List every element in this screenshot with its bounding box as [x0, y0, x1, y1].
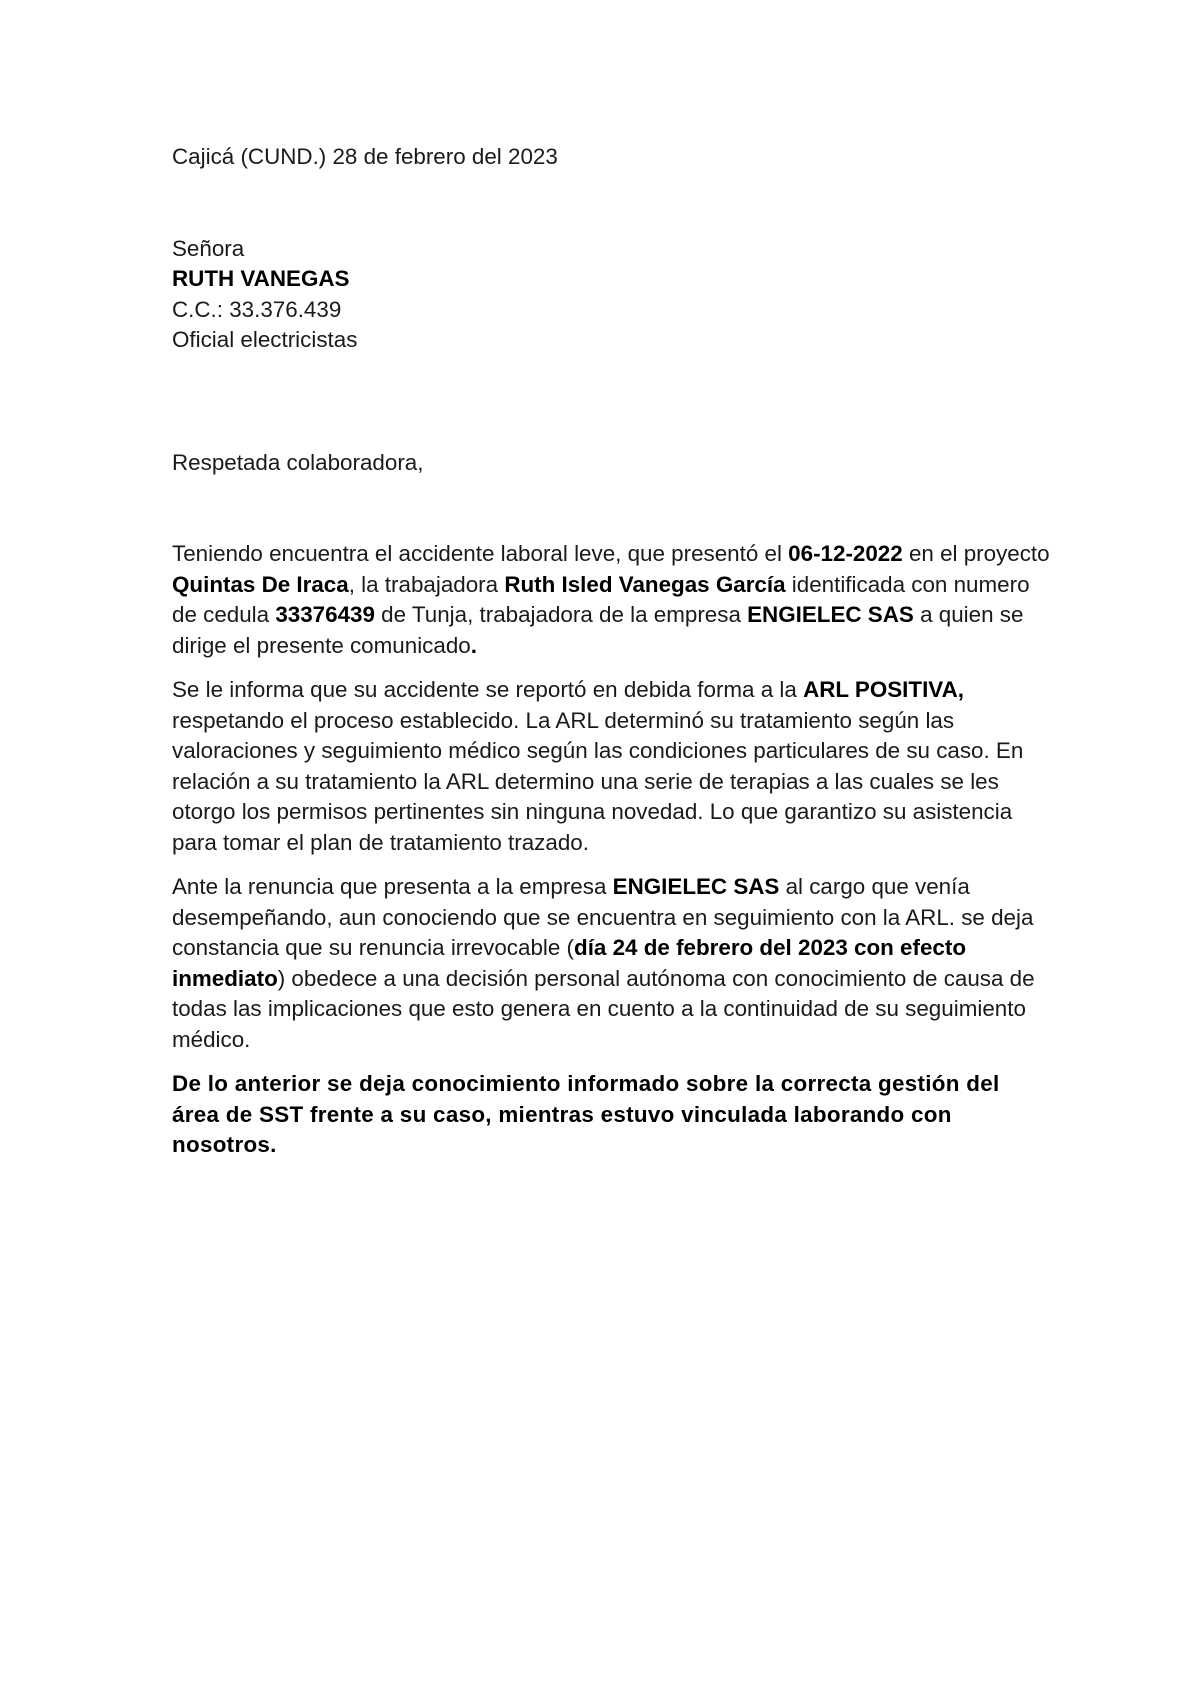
date-line: Cajicá (CUND.) 28 de febrero del 2023: [172, 144, 558, 169]
recipient-id: C.C.: 33.376.439: [172, 296, 342, 322]
recipient-title: Señora: [172, 235, 245, 261]
paragraph-arl: Se le informa que su accidente se reportó en debida forma a la ARL POSITIVA, respetando el proceso establecido. La ARL determinó su tratamiento según las valoraciones y seguimiento médico según las condiciones particulares de su caso. En relación a su tratamiento la ARL determino una serie de terapias a las cuales se les otorgo los permisos pertinentes sin ninguna novedad. Lo que garantizo su asistencia para tomar el plan de tratamiento trazado.: [172, 677, 1024, 855]
recipient-name: RUTH VANEGAS: [172, 266, 350, 291]
paragraph-accident: Teniendo encuentra el accidente laboral leve, que presentó el 06-12-2022 en el proyecto Quintas De Iraca, la trabajadora Ruth Isled Vanegas García identificada con numero de cedula 33376439 de Tunja, trabajadora de la empresa ENGIELEC SAS a quien se dirige el presente comunicado.: [172, 541, 1050, 658]
closing-statement: De lo anterior se deja conocimiento informado sobre la correcta gestión del área de SST frente a su caso, mientras estuvo vinculada laborando con nosotros.: [172, 1071, 1000, 1157]
recipient-position: Oficial electricistas: [172, 327, 358, 352]
recipient-block: [172, 234, 1052, 356]
paragraph-resignation: Ante la renuncia que presenta a la empresa ENGIELEC SAS al cargo que venía desempeñando, aun conociendo que se encuentra en seguimiento con la ARL. se deja constancia que su renuncia irrevocable (día 24 de febrero del 2023 con efecto inmediato) obedece a una decisión personal autónoma con conocimiento de causa de todas las implicaciones que esto genera en cuento a la continuidad de su seguimiento médico.: [172, 874, 1035, 1052]
letter-page: [172, 142, 1052, 1175]
salutation: Respetada colaboradora,: [172, 449, 424, 475]
